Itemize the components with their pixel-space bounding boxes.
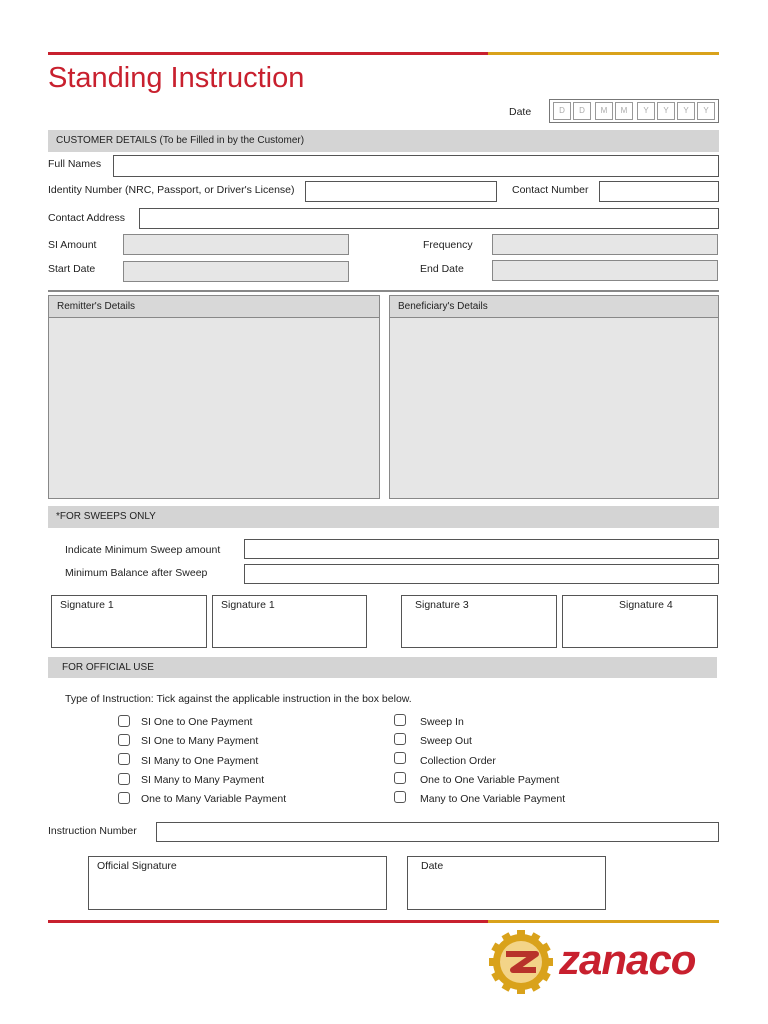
min-sweep-field[interactable] bbox=[244, 539, 719, 559]
option-one-to-one-variable: One to One Variable Payment bbox=[420, 774, 560, 786]
end-date-field[interactable] bbox=[492, 260, 718, 281]
option-si-one-to-one: SI One to One Payment bbox=[141, 716, 253, 728]
identity-number-label: Identity Number (NRC, Passport, or Driver's License) bbox=[48, 184, 295, 196]
si-amount-label: SI Amount bbox=[48, 239, 97, 251]
official-date-label: Date bbox=[421, 860, 444, 872]
checkbox-collection-order[interactable] bbox=[394, 752, 406, 764]
bottom-rule-gold bbox=[488, 920, 719, 923]
date-cell-y2[interactable]: Y bbox=[657, 102, 675, 120]
option-many-to-one-variable: Many to One Variable Payment bbox=[420, 793, 566, 805]
checkbox-sweep-out[interactable] bbox=[394, 733, 406, 745]
option-collection-order: Collection Order bbox=[420, 755, 496, 767]
date-cell-y1[interactable]: Y bbox=[637, 102, 655, 120]
option-si-many-to-one: SI Many to One Payment bbox=[141, 755, 259, 767]
min-sweep-label: Indicate Minimum Sweep amount bbox=[65, 544, 221, 556]
top-rule-red bbox=[48, 52, 488, 55]
page-title: Standing Instruction bbox=[48, 62, 305, 94]
contact-number-label: Contact Number bbox=[512, 184, 589, 196]
date-cell-y3[interactable]: Y bbox=[677, 102, 695, 120]
instruction-type-label: Type of Instruction: Tick against the applicable instruction in the box below. bbox=[65, 693, 412, 705]
checkbox-sweep-in[interactable] bbox=[394, 714, 406, 726]
signature-4-box[interactable] bbox=[562, 595, 718, 648]
identity-number-field[interactable] bbox=[305, 181, 497, 202]
signature-2-box[interactable] bbox=[212, 595, 367, 648]
frequency-field[interactable] bbox=[492, 234, 718, 255]
sweeps-header: *FOR SWEEPS ONLY bbox=[48, 506, 719, 528]
bottom-rule-red bbox=[48, 920, 488, 923]
option-one-to-many-variable: One to Many Variable Payment bbox=[141, 793, 287, 805]
start-date-field[interactable] bbox=[123, 261, 349, 282]
date-cell-d2[interactable]: D bbox=[573, 102, 591, 120]
remitter-details-header: Remitter's Details bbox=[49, 296, 379, 318]
zanaco-logo bbox=[489, 930, 721, 994]
signature-3-label: Signature 3 bbox=[415, 599, 469, 611]
official-use-header: FOR OFFICIAL USE bbox=[48, 657, 717, 678]
top-rule-gold bbox=[488, 52, 719, 55]
checkbox-si-one-to-one[interactable] bbox=[118, 715, 130, 727]
checkbox-si-many-to-many[interactable] bbox=[118, 773, 130, 785]
date-cell-m1[interactable]: M bbox=[595, 102, 613, 120]
min-balance-field[interactable] bbox=[244, 564, 719, 584]
si-amount-field[interactable] bbox=[123, 234, 349, 255]
signature-2-label: Signature 1 bbox=[221, 599, 275, 611]
checkbox-one-to-one-variable[interactable] bbox=[394, 772, 406, 784]
signature-4-label: Signature 4 bbox=[619, 599, 673, 611]
contact-number-field[interactable] bbox=[599, 181, 719, 202]
zanaco-wordmark: zanaco bbox=[559, 936, 696, 983]
signature-1-label: Signature 1 bbox=[60, 599, 114, 611]
instruction-number-label: Instruction Number bbox=[48, 825, 137, 837]
option-si-one-to-many: SI One to Many Payment bbox=[141, 735, 259, 747]
option-sweep-out: Sweep Out bbox=[420, 735, 472, 747]
full-names-label: Full Names bbox=[48, 158, 102, 170]
contact-address-field[interactable] bbox=[139, 208, 719, 229]
option-sweep-in: Sweep In bbox=[420, 716, 464, 728]
zanaco-emblem-icon bbox=[489, 930, 555, 994]
full-names-field[interactable] bbox=[113, 155, 719, 177]
contact-address-label: Contact Address bbox=[48, 212, 126, 224]
date-cell-d1[interactable]: D bbox=[553, 102, 571, 120]
option-si-many-to-many: SI Many to Many Payment bbox=[141, 774, 265, 786]
checkbox-si-many-to-one[interactable] bbox=[118, 753, 130, 765]
checkbox-si-one-to-many[interactable] bbox=[118, 734, 130, 746]
frequency-label: Frequency bbox=[423, 239, 473, 251]
date-label: Date bbox=[509, 106, 532, 118]
remitter-details-panel[interactable] bbox=[48, 295, 380, 499]
end-date-label: End Date bbox=[420, 263, 464, 275]
official-signature-box[interactable] bbox=[88, 856, 387, 910]
instruction-number-field[interactable] bbox=[156, 822, 719, 842]
checkbox-one-to-many-variable[interactable] bbox=[118, 792, 130, 804]
signature-1-box[interactable] bbox=[51, 595, 207, 648]
official-signature-label: Official Signature bbox=[97, 860, 177, 872]
beneficiary-details-panel[interactable] bbox=[389, 295, 719, 499]
beneficiary-details-header: Beneficiary's Details bbox=[390, 296, 718, 318]
official-date-box[interactable] bbox=[407, 856, 606, 910]
start-date-label: Start Date bbox=[48, 263, 96, 275]
section-divider bbox=[48, 290, 719, 292]
min-balance-label: Minimum Balance after Sweep bbox=[65, 567, 208, 579]
signature-3-box[interactable] bbox=[401, 595, 557, 648]
checkbox-many-to-one-variable[interactable] bbox=[394, 791, 406, 803]
date-cell-y4[interactable]: Y bbox=[697, 102, 715, 120]
date-cell-m2[interactable]: M bbox=[615, 102, 633, 120]
customer-details-header: CUSTOMER DETAILS (To be Filled in by the Customer) bbox=[48, 130, 719, 152]
